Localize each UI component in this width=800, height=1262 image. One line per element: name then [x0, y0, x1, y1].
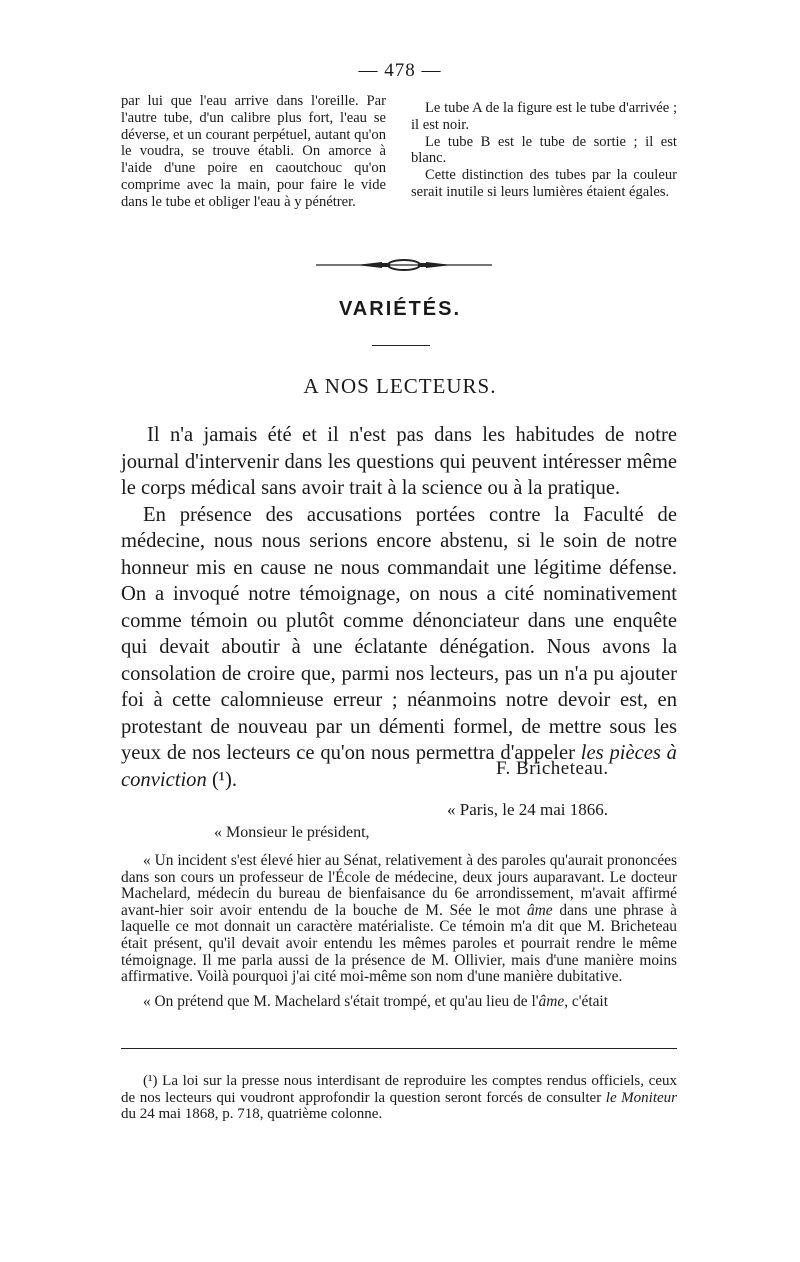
article-italic-phrase: les pièces à conviction — [121, 742, 677, 791]
letter-paragraph-2-b: , c'était — [564, 992, 608, 1010]
letter-paragraph-1-italic: âme — [526, 901, 553, 919]
article-body — [121, 422, 677, 793]
ornament-divider-icon — [316, 258, 492, 272]
left-column — [121, 93, 386, 211]
footnote-rule — [121, 1048, 677, 1049]
page-number: — 478 — — [358, 60, 442, 81]
letter-paragraph-1-b: dans une phrase à laquelle ce mot donnait un caractère matérialiste. Ce témoin m'a dit que M. Bricheteau était présent, qu'il devait avoir entendu les mêmes paroles et pourrait rendre le même témoignage. Il me parla aussi de la présence de M. Ollivier, mais d'une manière moins affirmative. Voilà pourquoi j'ai cité moi-même son nom d'une manière dubitative. — [121, 901, 677, 986]
right-column-line-3: Cette distinction des tubes par la couleur serait inutile si leurs lumières étaient égales. — [411, 167, 677, 200]
right-column-line-1: Le tube A de la figure est le tube d'arrivée ; il est noir. — [411, 100, 677, 133]
footnote-text-b: du 24 mai 1868, p. 718, quatrième colonne. — [121, 1106, 383, 1123]
footnote — [121, 1073, 677, 1123]
signature: F. Bricheteau. — [496, 758, 609, 779]
letter-paragraph-1-a: « Un incident s'est élevé hier au Sénat, relativement à des paroles qu'aurait prononcées dans son cours un professeur de l'École de médecine, deux jours auparavant. Le docteur Machelard, médecin du bureau de bienfaisance du 6e arrondissement, m'avait affirmé avant-hier soir avoir entendu de la bouche de M. Sée le mot — [121, 852, 677, 919]
article-paragraph-1: Il n'a jamais été et il n'est pas dans les habitudes de notre journal d'intervenir dans les questions qui peuvent intéresser même le corps médical sans avoir trait à la science ou à la pratique. — [121, 424, 677, 499]
footnote-mark: (¹) — [143, 1073, 158, 1089]
letter-paragraph-1 — [121, 853, 677, 986]
title-rule — [372, 345, 430, 346]
footnote-italic: le Moniteur — [605, 1089, 678, 1106]
article-footnote-ref: (¹). — [211, 768, 237, 791]
letter-paragraph-2-a: « On prétend que M. Machelard s'était trompé, et qu'au lieu de l' — [143, 992, 539, 1010]
left-column-text: par lui que l'eau arrive dans l'oreille. Par l'autre tube, d'un calibre plus fort, l'eau se déverse, et un courant perpétuel, autant qu'on le voudra, se trouve établi. On amorce à l'aide d'une poire en caoutchouc qu'on comprime avec la main, pour faire le vide dans le tube et obliger l'eau à y pénétrer. — [121, 93, 386, 210]
article-paragraph-2 — [121, 502, 677, 794]
letter-salutation: « Monsieur le président, — [214, 824, 370, 841]
letter-paragraph-2 — [121, 994, 677, 1011]
right-column — [411, 100, 677, 201]
letter-date: « Paris, le 24 mai 1866. — [447, 800, 609, 819]
footnote-text-a: La loi sur la presse nous interdisant de reproduire les comptes rendus officiels, ceux de nos lecteurs qui voudront approfondir la question seront forcés de consulter — [121, 1073, 677, 1106]
letter-body — [121, 853, 677, 1018]
article-title: A NOS LECTEURS. — [303, 374, 497, 398]
section-title: VARIÉTÉS. — [338, 298, 462, 320]
letter-paragraph-2-italic: âme — [538, 992, 565, 1010]
article-paragraph-2-text: En présence des accusations portées contre la Faculté de médecine, nous nous serions encore abstenu, si le soin de notre honneur mis en cause ne nous commandait une légitime défense. On a invoqué notre témoignage, on nous a cité nominativement comme témoin ou plutôt comme dénonciateur dans une enquête qui devait aboutir à une éclatante dénégation. Nous avons la consolation de croire que, parmi nos lecteurs, pas un n'a pu ajouter foi à cette calomnieuse erreur ; néanmoins notre devoir est, en protestant de nouveau par un démenti formel, de mettre sous les yeux de nos lecteurs ce qu'on nous permettra d'appeler — [121, 503, 677, 764]
right-column-line-2: Le tube B est le tube de sortie ; il est blanc. — [411, 133, 677, 167]
footnote-paragraph — [121, 1073, 677, 1123]
